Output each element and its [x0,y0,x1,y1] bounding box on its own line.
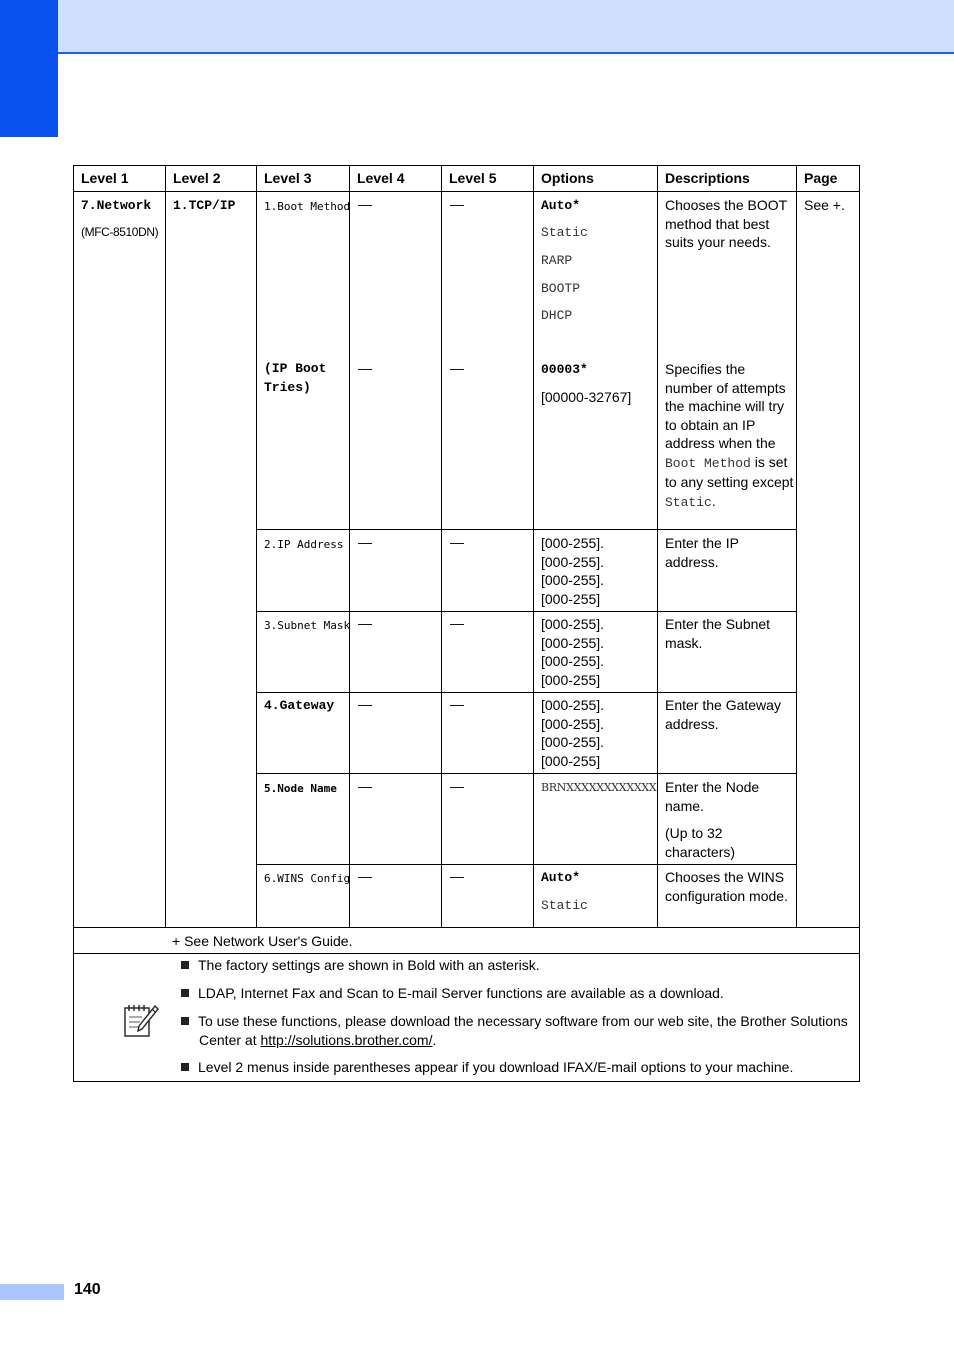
option-default-tries: 00003* [541,362,588,377]
description-wins-config: Chooses the WINS configuration mode. [665,869,788,904]
level3-subnet-mask: 3.Subnet Mask [264,619,351,632]
level1-network: 7.Network [81,198,152,213]
bullet-square-icon [181,1063,189,1071]
note-item: LDAP, Internet Fax and Scan to E-mail Server functions are available as a download. [181,984,841,1003]
option-rarp: RARP [541,253,573,268]
page-number: 140 [74,1281,101,1298]
bullet-square-icon [181,989,189,997]
level3-gateway: 4.Gateway [264,698,335,713]
footnote-network-guide: + See Network User's Guide. [172,933,353,949]
level4-dash: — [358,778,372,794]
option-wins-auto: Auto* [541,870,581,885]
footer-band [0,1284,64,1300]
note-item: Level 2 menus inside parentheses appear if you download IFAX/E-mail options to your machine. [181,1058,841,1077]
header-page: Page [804,170,838,186]
description-boot-method: Chooses the BOOT method that best suits your needs. [665,197,787,250]
level5-dash: — [450,696,464,712]
header-level-4: Level 4 [357,170,405,186]
level3-ip-boot-tries: (IP Boot Tries) [264,361,327,395]
description-gateway: Enter the Gateway address. [665,697,781,732]
level5-dash: — [450,196,464,212]
solutions-center-link[interactable]: http://solutions.brother.com/ [260,1032,433,1048]
description-node-name: Enter the Node name. [665,779,760,814]
header-level-2: Level 2 [173,170,221,186]
settings-table [73,165,860,1082]
note-item: To use these functions, please download the necessary software from our web site, the Brother Solutions Center at http://solutions.brother.com/. [181,1012,859,1050]
header-level-1: Level 1 [81,170,129,186]
option-wins-static: Static [541,898,588,913]
level3-node-name: 5.Node Name [264,782,337,795]
header-level-5: Level 5 [449,170,497,186]
bullet-square-icon [181,1017,189,1025]
level4-dash: — [358,696,372,712]
option-node-name: BRNXXXXXXXXXXXX [541,781,657,794]
description-ip-address: Enter the IP address. [665,535,739,570]
header-descriptions: Descriptions [665,170,750,186]
level2-tcpip: 1.TCP/IP [173,198,236,213]
level4-dash: — [358,615,372,631]
level4-dash: — [358,196,372,212]
header-level-3: Level 3 [264,170,312,186]
level5-dash: — [450,534,464,550]
option-tries-range: [00000-32767] [541,389,632,405]
note-item: The factory settings are shown in Bold with an asterisk. [181,956,841,975]
level5-dash: — [450,615,464,631]
level5-dash: — [450,868,464,884]
level3-ip-address: 2.IP Address [264,538,344,551]
level3-boot-method: 1.Boot Method [264,200,351,213]
level4-dash: — [358,868,372,884]
bullet-square-icon [181,961,189,969]
note-pencil-icon [122,1002,160,1038]
description-subnet-mask: Enter the Subnet mask. [665,616,771,651]
option-bootp: BOOTP [541,281,581,296]
option-dhcp: DHCP [541,308,573,323]
level5-dash: — [450,778,464,794]
option-ip-range: [000-255]. [000-255]. [000-255]. [000-255] [541,535,605,607]
chapter-tab [0,0,58,137]
level5-dash: — [450,360,464,376]
option-auto: Auto* [541,198,581,213]
level4-dash: — [358,360,372,376]
level3-wins-config: 6.WINS Config [264,872,351,885]
level1-model: (MFC-8510DN) [81,225,159,239]
option-static: Static [541,225,588,240]
description-ip-boot-tries: Specifies the number of attempts the machine will try to obtain an IP address when the Boot Method is set to any setting except Static. [665,361,794,510]
description-node-name-limit: (Up to 32 characters) [665,825,736,860]
header-band [0,0,954,54]
level4-dash: — [358,534,372,550]
option-subnet-range: [000-255]. [000-255]. [000-255]. [000-255] [541,616,605,688]
page-reference: See +. [804,197,845,213]
header-options: Options [541,170,594,186]
option-gateway-range: [000-255]. [000-255]. [000-255]. [000-255] [541,697,605,769]
